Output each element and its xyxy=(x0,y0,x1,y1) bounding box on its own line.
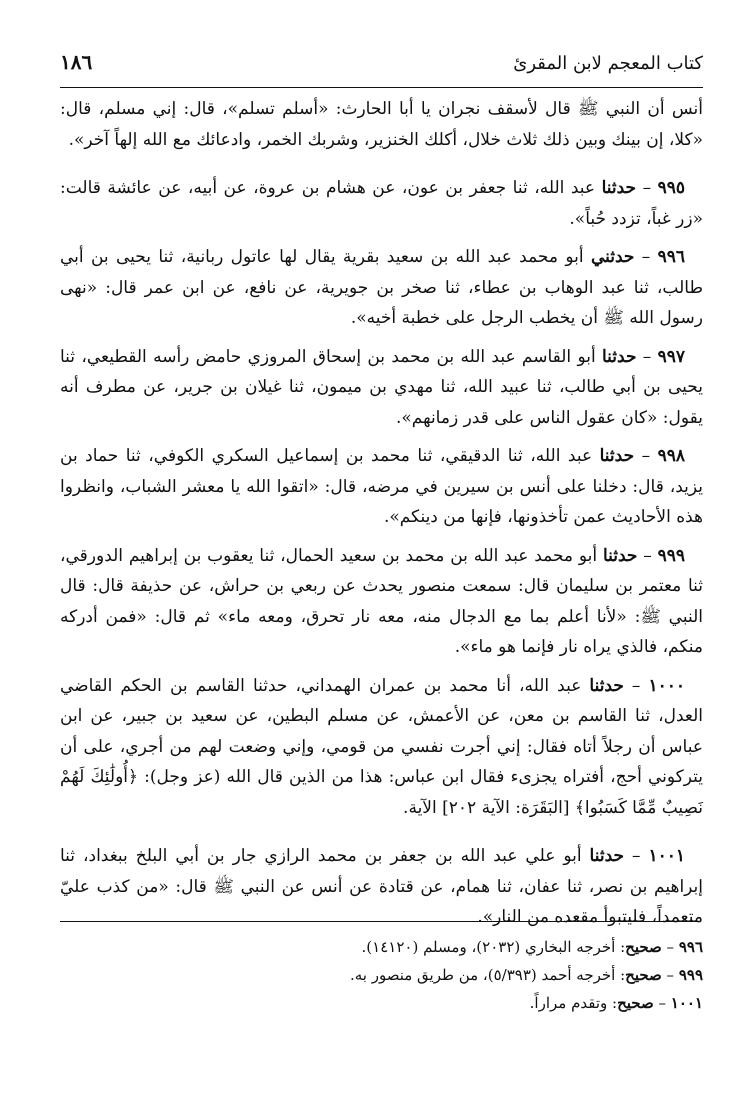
footnote: ٩٩٦ – صحيح: أخرجه البخاري (٢٠٣٢)، ومسلم (١٤١٢٠). xyxy=(361,938,703,956)
hadith-text: أبو القاسم عبد الله بن محمد بن إسحاق المروزي حامض رأسه القطيعي، ثنا يحيى بن أبي طالب، ثنا عبيد الله، ثنا مهدي بن ميمون، ثنا غيلان بن جرير، عن مطرف أنه يقول: «كان عقول الناس على قدر زمانهم». xyxy=(60,346,703,428)
hadith-text: عبد الله، ثنا الدقيقي، ثنا محمد بن إسماعيل السكري الكوفي، ثنا حماد بن يزيد، قال: دخلنا على أنس بن سيرين في مرضه، قال: «اتقوا الله يا معشر الشباب، وانظروا هذه الأحاديث عمن تأخذونها، فإنها من دينكم». xyxy=(60,446,703,527)
footnote-text: وتقدم مراراً. xyxy=(529,994,608,1012)
hadith-number: ٩٩٦ xyxy=(657,247,685,267)
hadith-paragraph xyxy=(60,94,703,155)
hadith-paragraph: ١٠٠١ – حدثنا أبو علي عبد الله بن جعفر بن محمد الرازي جار بن أبي البلخ ببغداد، ثنا إبراهيم بن نصر، ثنا عفان، ثنا همام، عن قتادة عن أنس عن النبي ﷺ قال: «من كذب عليّ متعمداً، فليتبوأ مقعده من النار». xyxy=(60,846,703,927)
hadith-paragraph: ١٠٠٠ – حدثنا عبد الله، أنا محمد بن عمران الهمداني، حدثنا القاسم بن الحكم القاضي العدل، ثنا القاسم بن معن، عن الأعمش، عن مسلم البطين، عن سعيد بن جبير، عن ابن عباس أن رجلاً أتاه فقال: إني أجرت نفسي من قومي، وإني وضعت لهم من أجري، على أن يتركوني أحج، أفتراه يجزىء فقال ابن عباس: هذا من الذين قال الله (عز وجل): ﴿أُولَٰئِكَ لَهُمْ نَصِيبٌ مِّمَّا كَسَبُوا﴾ [البَقَرَة: الآية ٢٠٢] الآية. xyxy=(60,675,703,818)
hadith-lead: حدثني xyxy=(590,247,635,267)
hadith-paragraph: ٩٩٨ – حدثنا عبد الله، ثنا الدقيقي، ثنا محمد بن إسماعيل السكري الكوفي، ثنا حماد بن يزيد، قال: دخلنا على أنس بن سيرين في مرضه، قال: «اتقوا الله يا معشر الشباب، وانظروا هذه الأحاديث عمن تأخذونها، فإنها من دينكم». xyxy=(60,446,703,527)
hadith-text: أبو علي عبد الله بن جعفر بن محمد الرازي جار بن أبي البلخ ببغداد، ثنا إبراهيم بن نصر، ثنا عفان، ثنا همام، عن قتادة عن أنس عن النبي ﷺ قال: «من كذب عليّ متعمداً، فليتبوأ مقعده من النار». xyxy=(60,846,703,927)
hadith-number: ٩٩٧ xyxy=(657,346,686,367)
footnote: ١٠٠١ – صحيح: وتقدم مراراً. xyxy=(529,994,703,1012)
hadith-text: عبد الله، أنا محمد بن عمران الهمداني، حدثنا القاسم بن الحكم القاضي العدل، ثنا القاسم بن معن، عن الأعمش، عن مسلم البطين، عن سعيد بن جبير، عن ابن عباس أن رجلاً أتاه فقال: إني أجرت نفسي من قومي، وإني وضعت لهم من أجري، على أن يتركوني أحج، أفتراه يجزىء فقال ابن عباس: هذا من الذين قال الله (عز وجل): ﴿أُولَٰئِكَ لَهُمْ نَصِيبٌ مِّمَّا كَسَبُوا﴾ [البَقَرَة: الآية ٢٠٢] الآية. xyxy=(60,675,703,818)
page-header xyxy=(60,30,703,88)
hadith-lead: حدثنا xyxy=(602,346,637,367)
footnote-number: ١٠٠١ xyxy=(670,994,703,1012)
hadith-paragraph: ٩٩٧ – حدثنا أبو القاسم عبد الله بن محمد بن إسحاق المروزي حامض رأسه القطيعي، ثنا يحيى بن أبي طالب، ثنا عبيد الله، ثنا مهدي بن ميمون، ثنا غيلان بن جرير، عن مطرف أنه يقول: «كان عقول الناس على قدر زمانهم». xyxy=(60,346,703,428)
footnote-text: أخرجه البخاري (٢٠٣٢)، ومسلم (١٤١٢٠). xyxy=(361,938,616,956)
hadith-number: ١٠٠١ xyxy=(648,846,685,866)
footnote: ٩٩٩ – صحيح: أخرجه أحمد (٥/٣٩٣)، من طريق منصور به. xyxy=(349,966,703,984)
footnote-grade: صحيح xyxy=(625,938,662,956)
footnote-divider xyxy=(60,921,700,922)
hadith-number: ٩٩٩ xyxy=(657,545,686,566)
hadith-number: ٩٩٥ xyxy=(657,178,686,198)
footnote-number: ٩٩٩ xyxy=(678,966,703,984)
hadith-lead: حدثنا xyxy=(601,178,637,198)
hadith-lead: حدثنا xyxy=(599,446,635,466)
page-number: ١٨٦ xyxy=(60,50,93,74)
hadith-text: أبو محمد عبد الله بن محمد بن سعيد الحمال، ثنا يعقوب بن إبراهيم الدورقي، ثنا معتمر بن سليمان قال: سمعت منصور يحدث عن ربعي بن حراش، عن حذيفة قال: قال النبي ﷺ: «لأنا أعلم بما مع الدجال منه، معه نار تحرق، ومعه ماء» ثم قال: «فمن أدركه منكم، فالذي يراه نار فإنما هو ماء». xyxy=(60,545,703,657)
book-title: كتاب المعجم لابن المقرئ xyxy=(513,53,703,74)
hadith-text: أبو محمد عبد الله بن سعيد بقرية يقال لها عاتول ربانية، ثنا يحيى بن أبي طالب، ثنا عبد الوهاب بن عطاء، ثنا صخر بن جويرية، عن نافع، عن ابن عمر قال: «نهى رسول الله ﷺ أن يخطب الرجل على خطبة أخيه». xyxy=(60,247,703,328)
hadith-lead: حدثنا xyxy=(589,846,625,866)
footnote-grade: صحيح xyxy=(625,966,662,984)
hadith-lead: حدثنا xyxy=(602,545,638,566)
hadith-lead: حدثنا xyxy=(589,675,624,696)
main-text xyxy=(60,88,703,933)
hadith-paragraph: ٩٩٦ – حدثني أبو محمد عبد الله بن سعيد بقرية يقال لها عاتول ربانية، ثنا يحيى بن أبي طالب، ثنا عبد الوهاب بن عطاء، ثنا صخر بن جويرية، عن نافع، عن ابن عمر قال: «نهى رسول الله ﷺ أن يخطب الرجل على خطبة أخيه». xyxy=(60,247,703,328)
hadith-text: أنس أن النبي ﷺ قال لأسقف نجران يا أبا الحارث: «أسلم تسلم»، قال: إني مسلم، قال: «كلا، إن بينك وبين ذلك ثلاث خلال، أكلك الخنزير، وشربك الخمر، وادعائك مع الله إلهاً آخر». xyxy=(60,99,703,150)
footnote-text: أخرجه أحمد (٥/٣٩٣)، من طريق منصور به. xyxy=(349,966,616,984)
hadith-paragraph: ٩٩٥ – حدثنا عبد الله، ثنا جعفر بن عون، عن هشام بن عروة، عن أبيه، عن عائشة قالت: «زر غباً، تزدد حُباً». xyxy=(60,178,703,229)
hadith-text: عبد الله، ثنا جعفر بن عون، عن هشام بن عروة، عن أبيه، عن عائشة قالت: «زر غباً، تزدد حُباً». xyxy=(60,178,703,229)
hadith-number: ١٠٠٠ xyxy=(648,675,685,696)
hadith-number: ٩٩٨ xyxy=(657,446,685,466)
footnote-number: ٩٩٦ xyxy=(678,938,703,956)
book-page xyxy=(60,30,703,941)
footnote-grade: صحيح xyxy=(617,994,654,1012)
hadith-paragraph: ٩٩٩ – حدثنا أبو محمد عبد الله بن محمد بن سعيد الحمال، ثنا يعقوب بن إبراهيم الدورقي، ثنا معتمر بن سليمان قال: سمعت منصور يحدث عن ربعي بن حراش، عن حذيفة قال: قال النبي ﷺ: «لأنا أعلم بما مع الدجال منه، معه نار تحرق، ومعه ماء» ثم قال: «فمن أدركه منكم، فالذي يراه نار فإنما هو ماء». xyxy=(60,545,703,657)
footnotes xyxy=(60,933,703,1017)
